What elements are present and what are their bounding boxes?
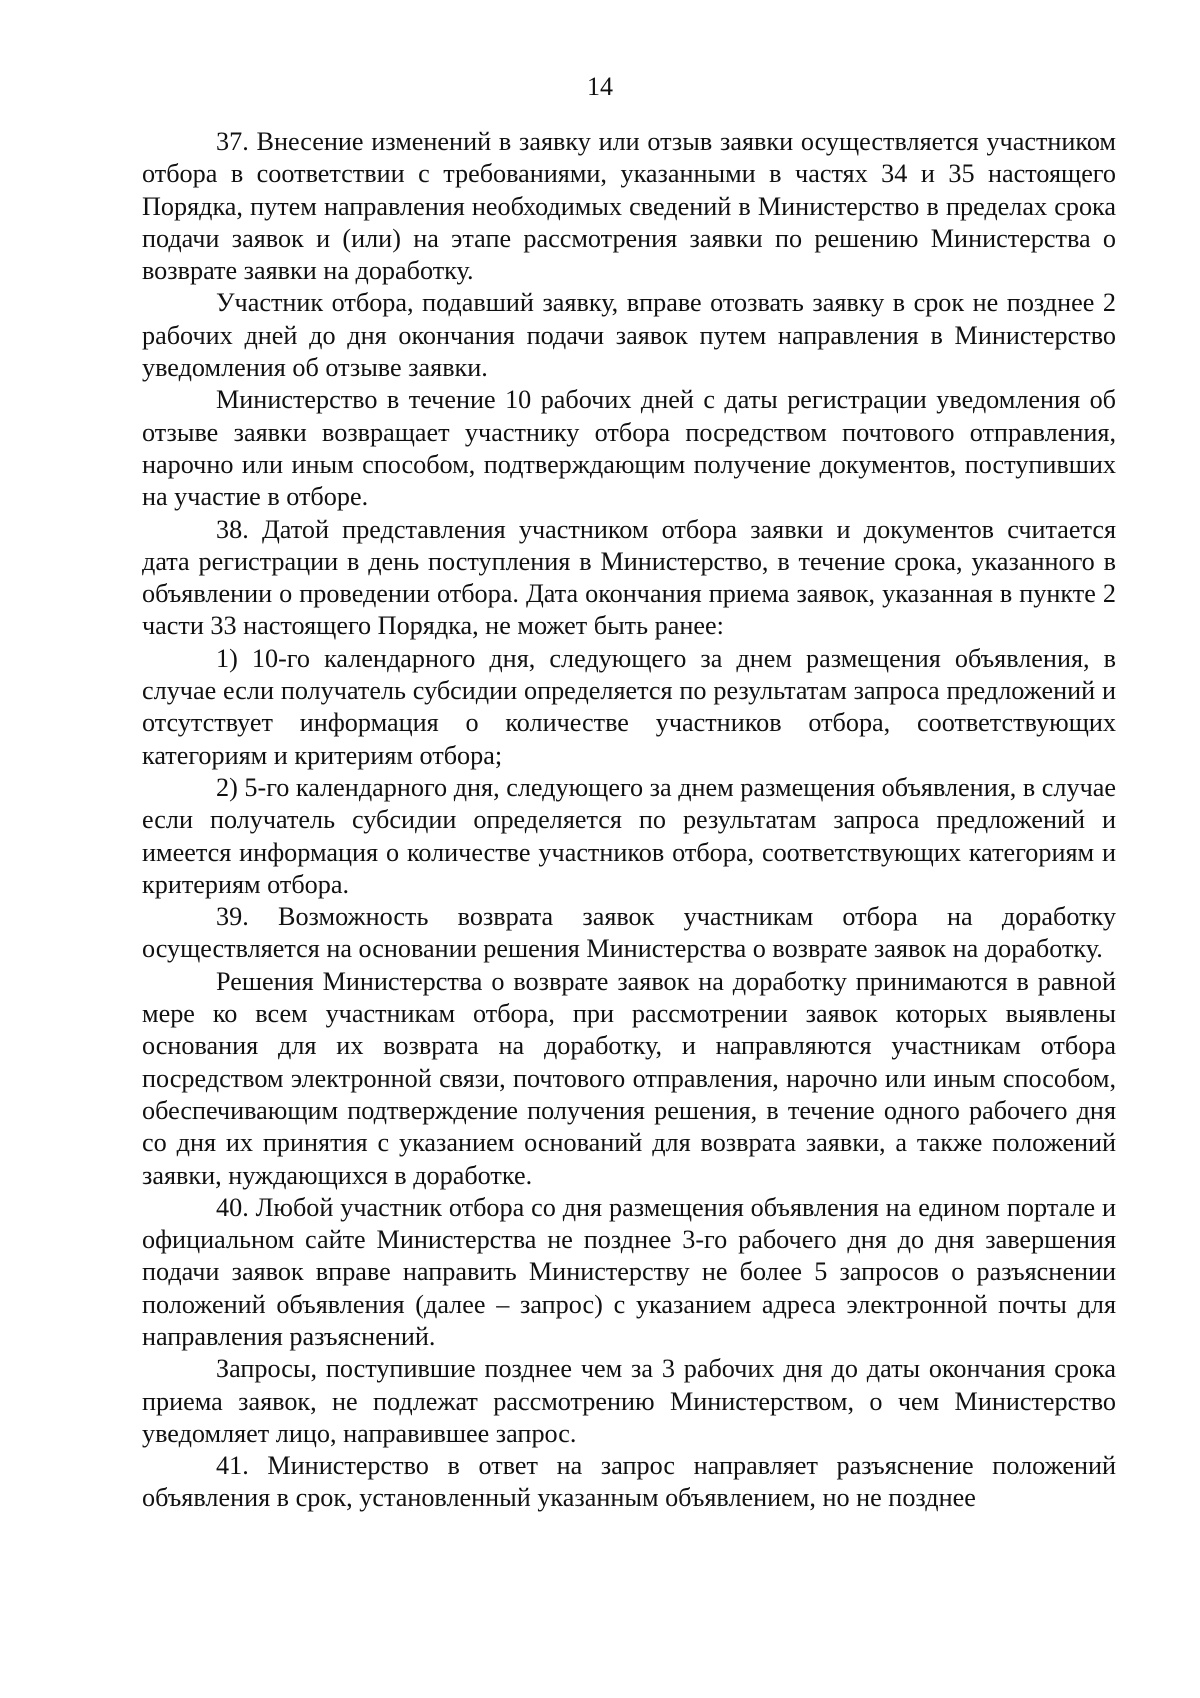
paragraph-41: 41. Министерство в ответ на запрос направляет разъяснение положений объявления в срок, установленный указанным объявлением, но не позднее <box>142 1451 1116 1513</box>
document-body <box>142 126 1116 1515</box>
paragraph-38-item-1: 1) 10-го календарного дня, следующего за днем размещения объявления, в случае если получатель субсидии определяется по результатам запроса предложений и отсутствует информация о количестве участников отбора, соответствующих категориям и критериям отбора; <box>142 643 1116 770</box>
paragraph-37-return: Министерство в течение 10 рабочих дней с даты регистрации уведомления об отзыве заявки возвращает участнику отбора посредством почтового отправления, нарочно или иным способом, подтверждающим получение документов, поступивших на участие в отборе. <box>142 385 1116 512</box>
paragraph-39: 39. Возможность возврата заявок участникам отбора на доработку осуществляется на основании решения Министерства о возврате заявок на доработку. <box>142 902 1116 964</box>
page-number: 14 <box>587 72 613 101</box>
paragraph-37: 37. Внесение изменений в заявку или отзыв заявки осуществляется участником отбора в соответствии с требованиями, указанными в частях 34 и 35 настоящего Порядка, путем направления необходимых сведений в Министерство в пределах срока подачи заявок и (или) на этапе рассмотрения заявки по решению Министерства о возврате заявки на доработку. <box>142 127 1116 286</box>
paragraph-38: 38. Датой представления участником отбора заявки и документов считается дата регистрации в день поступления в Министерство, в течение срока, указанного в объявлении о проведении отбора. Дата окончания приема заявок, указанная в пункте 2 части 33 настоящего Порядка, не может быть ранее: <box>142 514 1116 641</box>
paragraph-37-withdrawal: Участник отбора, подавший заявку, вправе отозвать заявку в срок не позднее 2 рабочих дней до дня окончания подачи заявок путем направления в Министерство уведомления об отзыве заявки. <box>142 288 1116 383</box>
paragraph-38-item-2: 2) 5-го календарного дня, следующего за днем размещения объявления, в случае если получатель субсидии определяется по результатам запроса предложений и имеется информация о количестве участников отбора, соответствующих категориям и критериям отбора. <box>142 772 1116 899</box>
paragraph-40-late-requests: Запросы, поступившие позднее чем за 3 рабочих дня до даты окончания срока приема заявок, не подлежат рассмотрению Министерством, о чем Министерство уведомляет лицо, направившее запрос. <box>142 1354 1116 1448</box>
paragraph-40: 40. Любой участник отбора со дня размещения объявления на едином портале и официальном сайте Министерства не позднее 3-го рабочего дня до дня завершения подачи заявок вправе направить Министерству не более 5 запросов о разъяснении положений объявления (далее – запрос) с указанием адреса электронной почты для направления разъяснений. <box>142 1192 1116 1351</box>
paragraph-39-decisions: Решения Министерства о возврате заявок на доработку принимаются в равной мере ко всем участникам отбора, при рассмотрении заявок которых выявлены основания для их возврата на доработку, и направляются участникам отбора посредством электронной связи, почтового отправления, нарочно или иным способом, обеспечивающим подтверждение получения решения, в течение одного рабочего дня со дня их принятия с указанием оснований для возврата заявки, а также положений заявки, нуждающихся в доработке. <box>142 966 1116 1190</box>
